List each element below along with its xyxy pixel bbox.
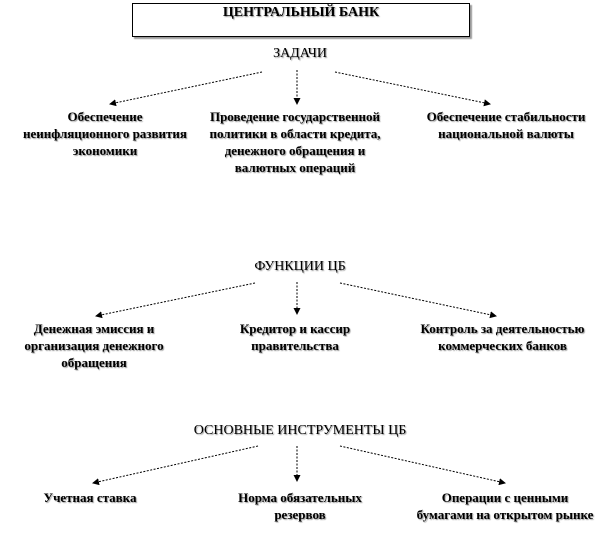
tool-item-2: Норма обязательных резервов <box>238 490 362 522</box>
arrow-tools-right <box>340 446 505 483</box>
task-item-3: Обеспечение стабильности национальной валюты <box>426 109 586 141</box>
tool-item-1: Учетная ставка <box>43 490 137 505</box>
tasks-heading: ЗАДАЧИ <box>273 46 327 61</box>
function-item-2: Кредитор и кассир правительства <box>239 321 351 353</box>
arrow-functions-left <box>96 283 255 316</box>
arrow-tasks-right <box>335 72 490 104</box>
task-item-1: Обеспечение неинфляционного развития экономики <box>23 109 187 158</box>
tool-item-3: Операции с ценными бумагами на открытом рынке <box>416 490 594 522</box>
diagram-title: ЦЕНТРАЛЬНЫЙ БАНК <box>222 5 380 20</box>
arrow-functions-right <box>340 283 496 316</box>
task-item-2: Проведение государственной политики в области кредита, денежного обращения и валютных операций <box>209 109 381 175</box>
function-item-1: Денежная эмиссия и организация денежного обращения <box>24 321 164 370</box>
function-item-3: Контроль за деятельностью коммерческих банков <box>420 321 585 353</box>
arrow-tasks-left <box>110 72 262 104</box>
functions-heading: ФУНКЦИИ ЦБ <box>254 259 346 274</box>
arrow-tools-left <box>93 446 258 483</box>
tools-heading: ОСНОВНЫЕ ИНСТРУМЕНТЫ ЦБ <box>193 423 407 438</box>
